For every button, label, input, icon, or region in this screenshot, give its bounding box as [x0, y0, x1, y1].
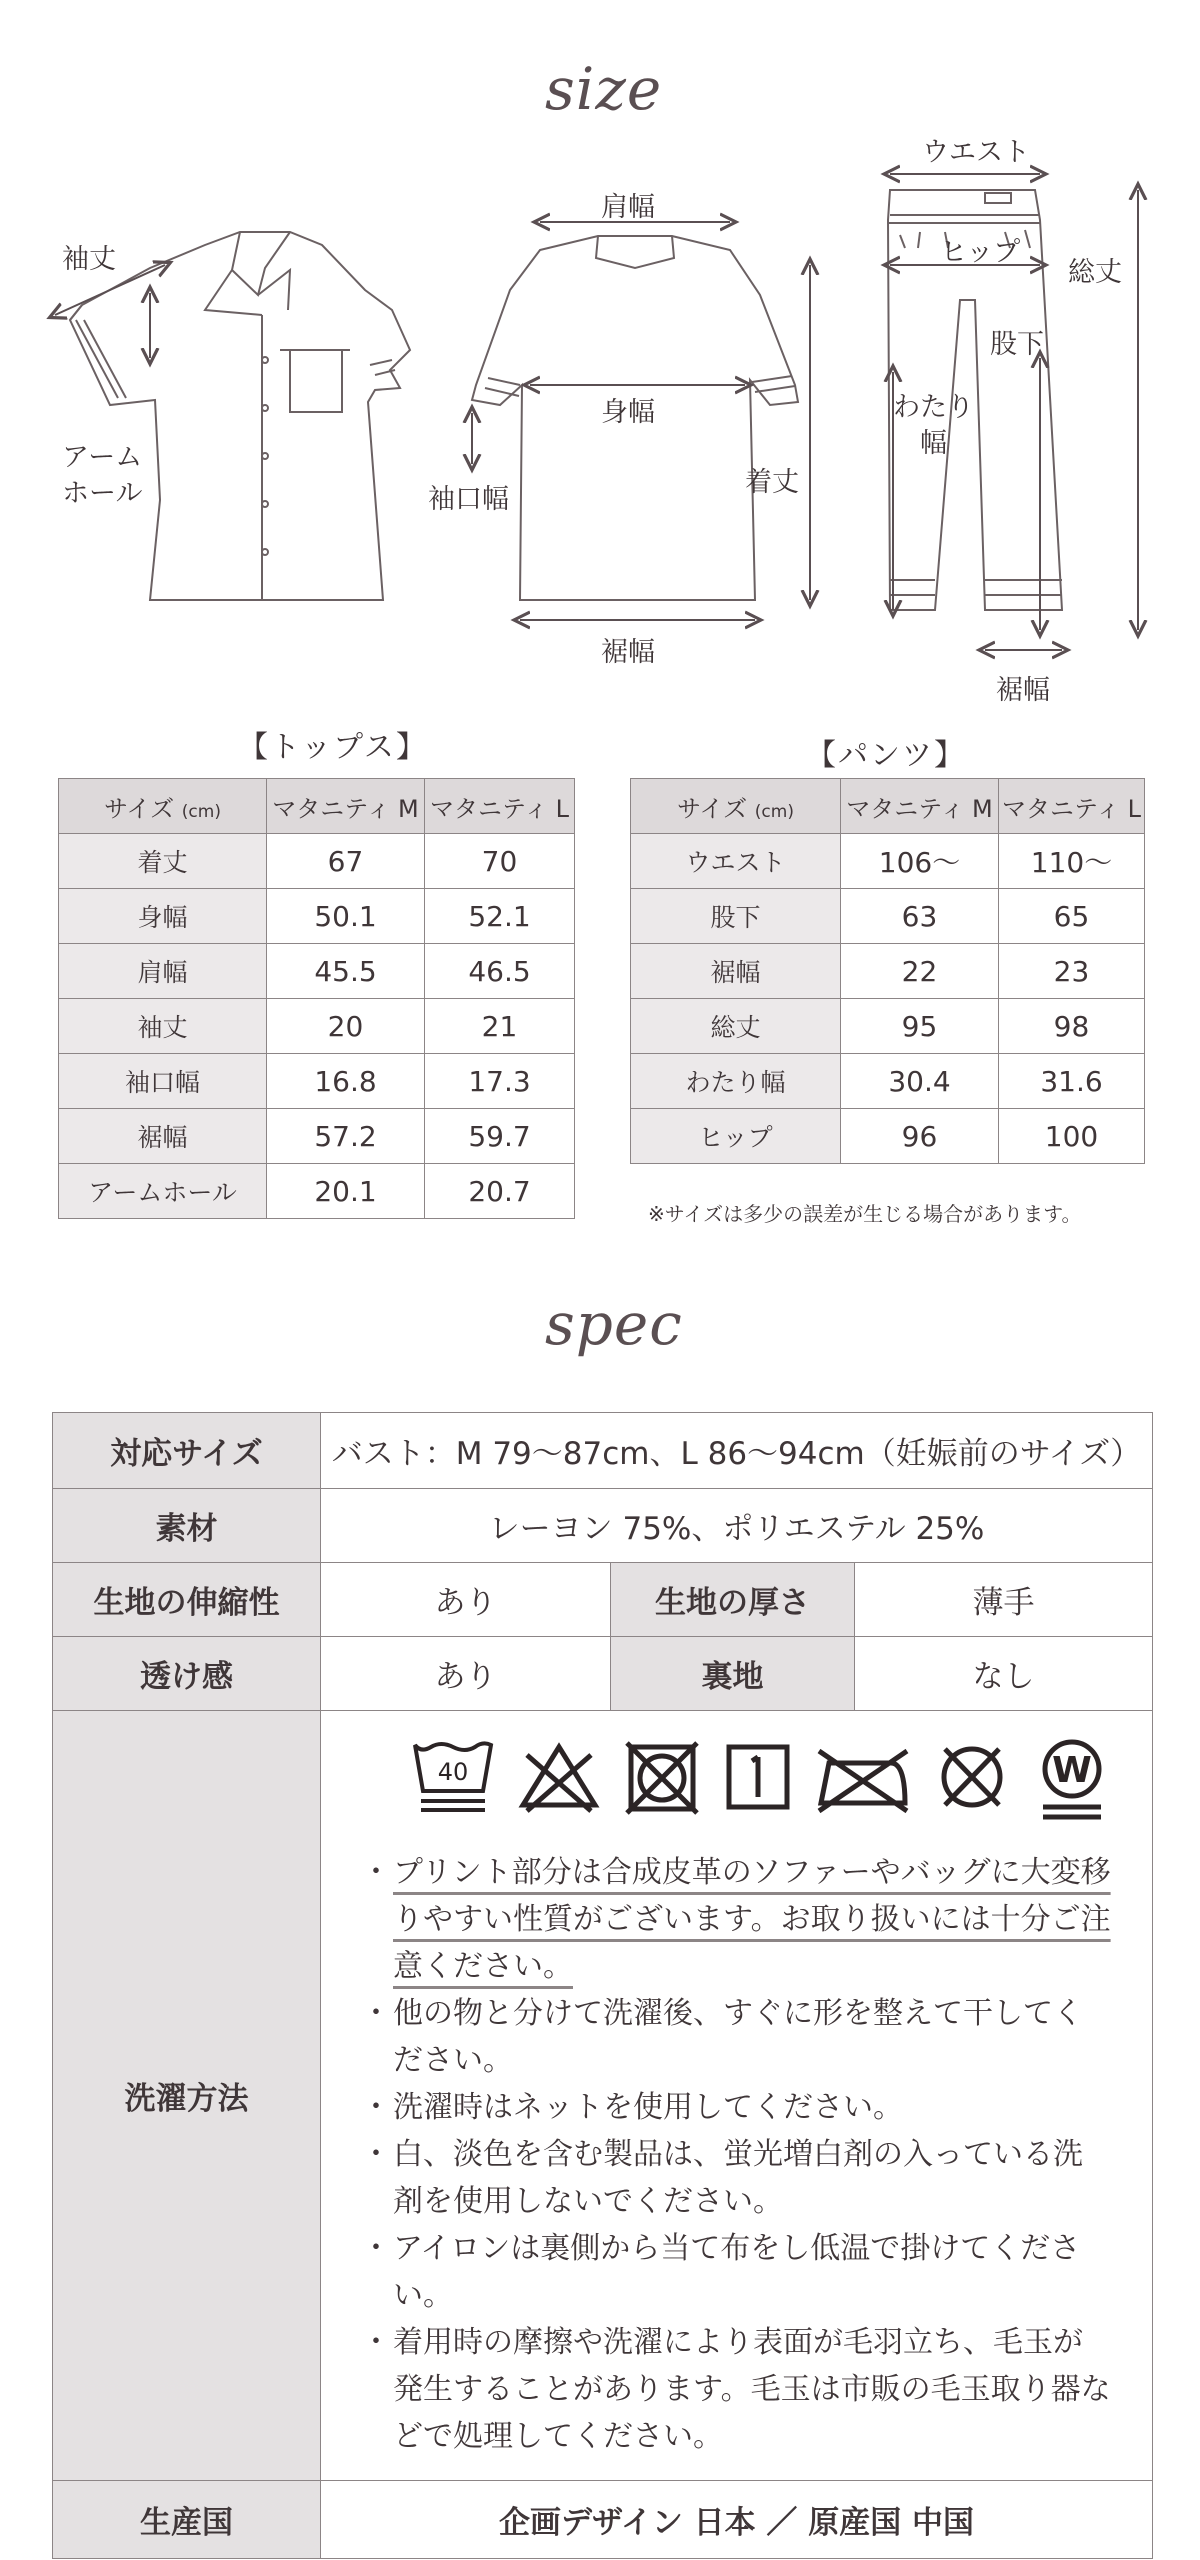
cell-l: 70	[425, 834, 575, 889]
cell-l: 17.3	[425, 1054, 575, 1109]
cell-m: 96	[841, 1109, 999, 1164]
label-thigh-width: わたり 幅	[893, 392, 974, 459]
no-bleach-icon	[517, 1737, 601, 1815]
cell-l: 46.5	[425, 944, 575, 999]
list-item: ・ 着用時の摩擦や洗濯により表面が毛羽立ち、毛玉が発生することがあります。毛玉は市販の毛玉取り器などで処理してください。	[361, 2319, 1112, 2460]
label-inseam: 股下	[990, 329, 1044, 360]
row-label: 袖口幅	[59, 1054, 267, 1109]
table-row	[59, 834, 575, 889]
row-label: 着丈	[59, 834, 267, 889]
table-header-row	[59, 779, 575, 834]
list-item: ・ 洗濯時はネットを使用してください。	[361, 2084, 1112, 2131]
spec-row-stretch	[53, 1563, 1153, 1637]
label-sleeve-length: 袖丈	[62, 244, 116, 275]
table-row	[631, 944, 1145, 999]
front-shirt-illustration	[70, 232, 410, 600]
wet-clean-icon	[1033, 1737, 1111, 1823]
header-size: サイズ (cm)	[59, 779, 267, 834]
spec-value-lining: なし	[855, 1637, 1153, 1711]
spec-label-lining: 裏地	[611, 1637, 855, 1711]
list-item: ・ 他の物と分けて洗濯後、すぐに形を整えて干してください。	[361, 1990, 1112, 2084]
header-m: マタニティ M	[841, 779, 999, 834]
cell-l: 23	[999, 944, 1145, 999]
spec-value-origin: 企画デザイン 日本 ／ 原産国 中国	[321, 2481, 1153, 2559]
cell-m: 20.1	[267, 1164, 425, 1219]
list-item: ・ 白、淡色を含む製品は、蛍光増白剤の入っている洗剤を使用しないでください。	[361, 2131, 1112, 2225]
label-cuff-width: 袖口幅	[428, 484, 509, 515]
spec-value-stretch: あり	[321, 1563, 611, 1637]
label-hem-width: 裾幅	[601, 637, 655, 668]
cell-m: 106～	[841, 834, 999, 889]
row-label: ウエスト	[631, 834, 841, 889]
list-item: ・ アイロンは裏側から当て布をし低温で掛けてください。	[361, 2225, 1112, 2319]
cell-m: 95	[841, 999, 999, 1054]
spec-label-thickness: 生地の厚さ	[611, 1563, 855, 1637]
cell-l: 100	[999, 1109, 1145, 1164]
row-label: 身幅	[59, 889, 267, 944]
line-dry-icon	[723, 1737, 793, 1815]
spec-row-sheer	[53, 1637, 1153, 1711]
spec-value-size: バスト：M 79～87cm、L 86～94cm（妊娠前のサイズ）	[321, 1413, 1153, 1489]
list-item: ・ プリント部分は合成皮革のソファーやバッグに大変移りやすい性質がございます。お取り扱いには十分ご注意ください。	[361, 1849, 1112, 1990]
cell-l: 20.7	[425, 1164, 575, 1219]
no-dry-clean-icon	[933, 1737, 1011, 1815]
tops-size-table	[58, 778, 575, 1219]
spec-row-wash	[53, 1711, 1153, 2481]
cell-l: 59.7	[425, 1109, 575, 1164]
no-iron-icon	[815, 1737, 911, 1815]
header-size: サイズ (cm)	[631, 779, 841, 834]
table-row	[59, 1109, 575, 1164]
spec-value-sheer: あり	[321, 1637, 611, 1711]
table-row	[59, 944, 575, 999]
spec-label-origin: 生産国	[53, 2481, 321, 2559]
row-label: アームホール	[59, 1164, 267, 1219]
cell-l: 65	[999, 889, 1145, 944]
spec-label-material: 素材	[53, 1489, 321, 1563]
size-section-title: size	[545, 55, 663, 123]
table-row	[59, 1164, 575, 1219]
cell-m: 16.8	[267, 1054, 425, 1109]
svg-text:W: W	[1052, 1750, 1092, 1791]
spec-label-wash: 洗濯方法	[53, 1711, 321, 2481]
table-row	[59, 1054, 575, 1109]
row-label: わたり幅	[631, 1054, 841, 1109]
garment-size-diagram	[0, 140, 1200, 700]
spec-row-size	[53, 1413, 1153, 1489]
spec-row-origin	[53, 2481, 1153, 2559]
spec-label-size: 対応サイズ	[53, 1413, 321, 1489]
svg-text:40: 40	[437, 1758, 469, 1786]
table-row	[631, 1054, 1145, 1109]
spec-label-stretch: 生地の伸縮性	[53, 1563, 321, 1637]
cell-m: 45.5	[267, 944, 425, 999]
label-body-width: 身幅	[601, 397, 655, 428]
cell-l: 98	[999, 999, 1145, 1054]
spec-section-title: spec	[545, 1290, 683, 1358]
cell-l: 110～	[999, 834, 1145, 889]
table-row	[59, 889, 575, 944]
wash-40-icon	[411, 1737, 495, 1815]
header-m: マタニティ M	[267, 779, 425, 834]
cell-m: 67	[267, 834, 425, 889]
tops-table-title: 【トップス】	[238, 730, 428, 765]
label-hip: ヒップ	[940, 237, 1021, 268]
cell-l: 52.1	[425, 889, 575, 944]
label-shoulder-width: 肩幅	[601, 192, 655, 223]
header-l: マタニティ L	[999, 779, 1145, 834]
table-row	[631, 1109, 1145, 1164]
label-pants-hem-width: 裾幅	[996, 675, 1050, 706]
row-label: 袖丈	[59, 999, 267, 1054]
cell-m: 22	[841, 944, 999, 999]
table-row	[631, 889, 1145, 944]
no-tumble-dry-icon	[623, 1737, 701, 1815]
label-length: 着丈	[745, 467, 799, 498]
spec-value-material: レーヨン 75%、ポリエステル 25%	[321, 1489, 1153, 1563]
table-header-row	[631, 779, 1145, 834]
cell-l: 31.6	[999, 1054, 1145, 1109]
spec-table	[52, 1412, 1153, 2559]
care-symbols	[361, 1737, 1112, 1823]
cell-m: 20	[267, 999, 425, 1054]
row-label: 裾幅	[59, 1109, 267, 1164]
wash-care-cell	[321, 1711, 1153, 2481]
label-total-length: 総丈	[1068, 257, 1122, 288]
spec-label-sheer: 透け感	[53, 1637, 321, 1711]
cell-l: 21	[425, 999, 575, 1054]
spec-row-material	[53, 1489, 1153, 1563]
pants-table-title: 【パンツ】	[806, 738, 966, 773]
label-armhole: アーム ホール	[62, 442, 143, 509]
table-row	[631, 834, 1145, 889]
row-label: 股下	[631, 889, 841, 944]
label-waist: ウエスト	[922, 137, 1030, 168]
header-l: マタニティ L	[425, 779, 575, 834]
table-row	[631, 999, 1145, 1054]
row-label: 裾幅	[631, 944, 841, 999]
cell-m: 57.2	[267, 1109, 425, 1164]
spec-value-thickness: 薄手	[855, 1563, 1153, 1637]
size-note: ※サイズは多少の誤差が生じる場合があります。	[648, 1202, 1082, 1226]
cell-m: 30.4	[841, 1054, 999, 1109]
wash-notes-list	[361, 1849, 1112, 2460]
row-label: 総丈	[631, 999, 841, 1054]
cell-m: 50.1	[267, 889, 425, 944]
pants-size-table	[630, 778, 1145, 1164]
table-row	[59, 999, 575, 1054]
row-label: ヒップ	[631, 1109, 841, 1164]
row-label: 肩幅	[59, 944, 267, 999]
cell-m: 63	[841, 889, 999, 944]
